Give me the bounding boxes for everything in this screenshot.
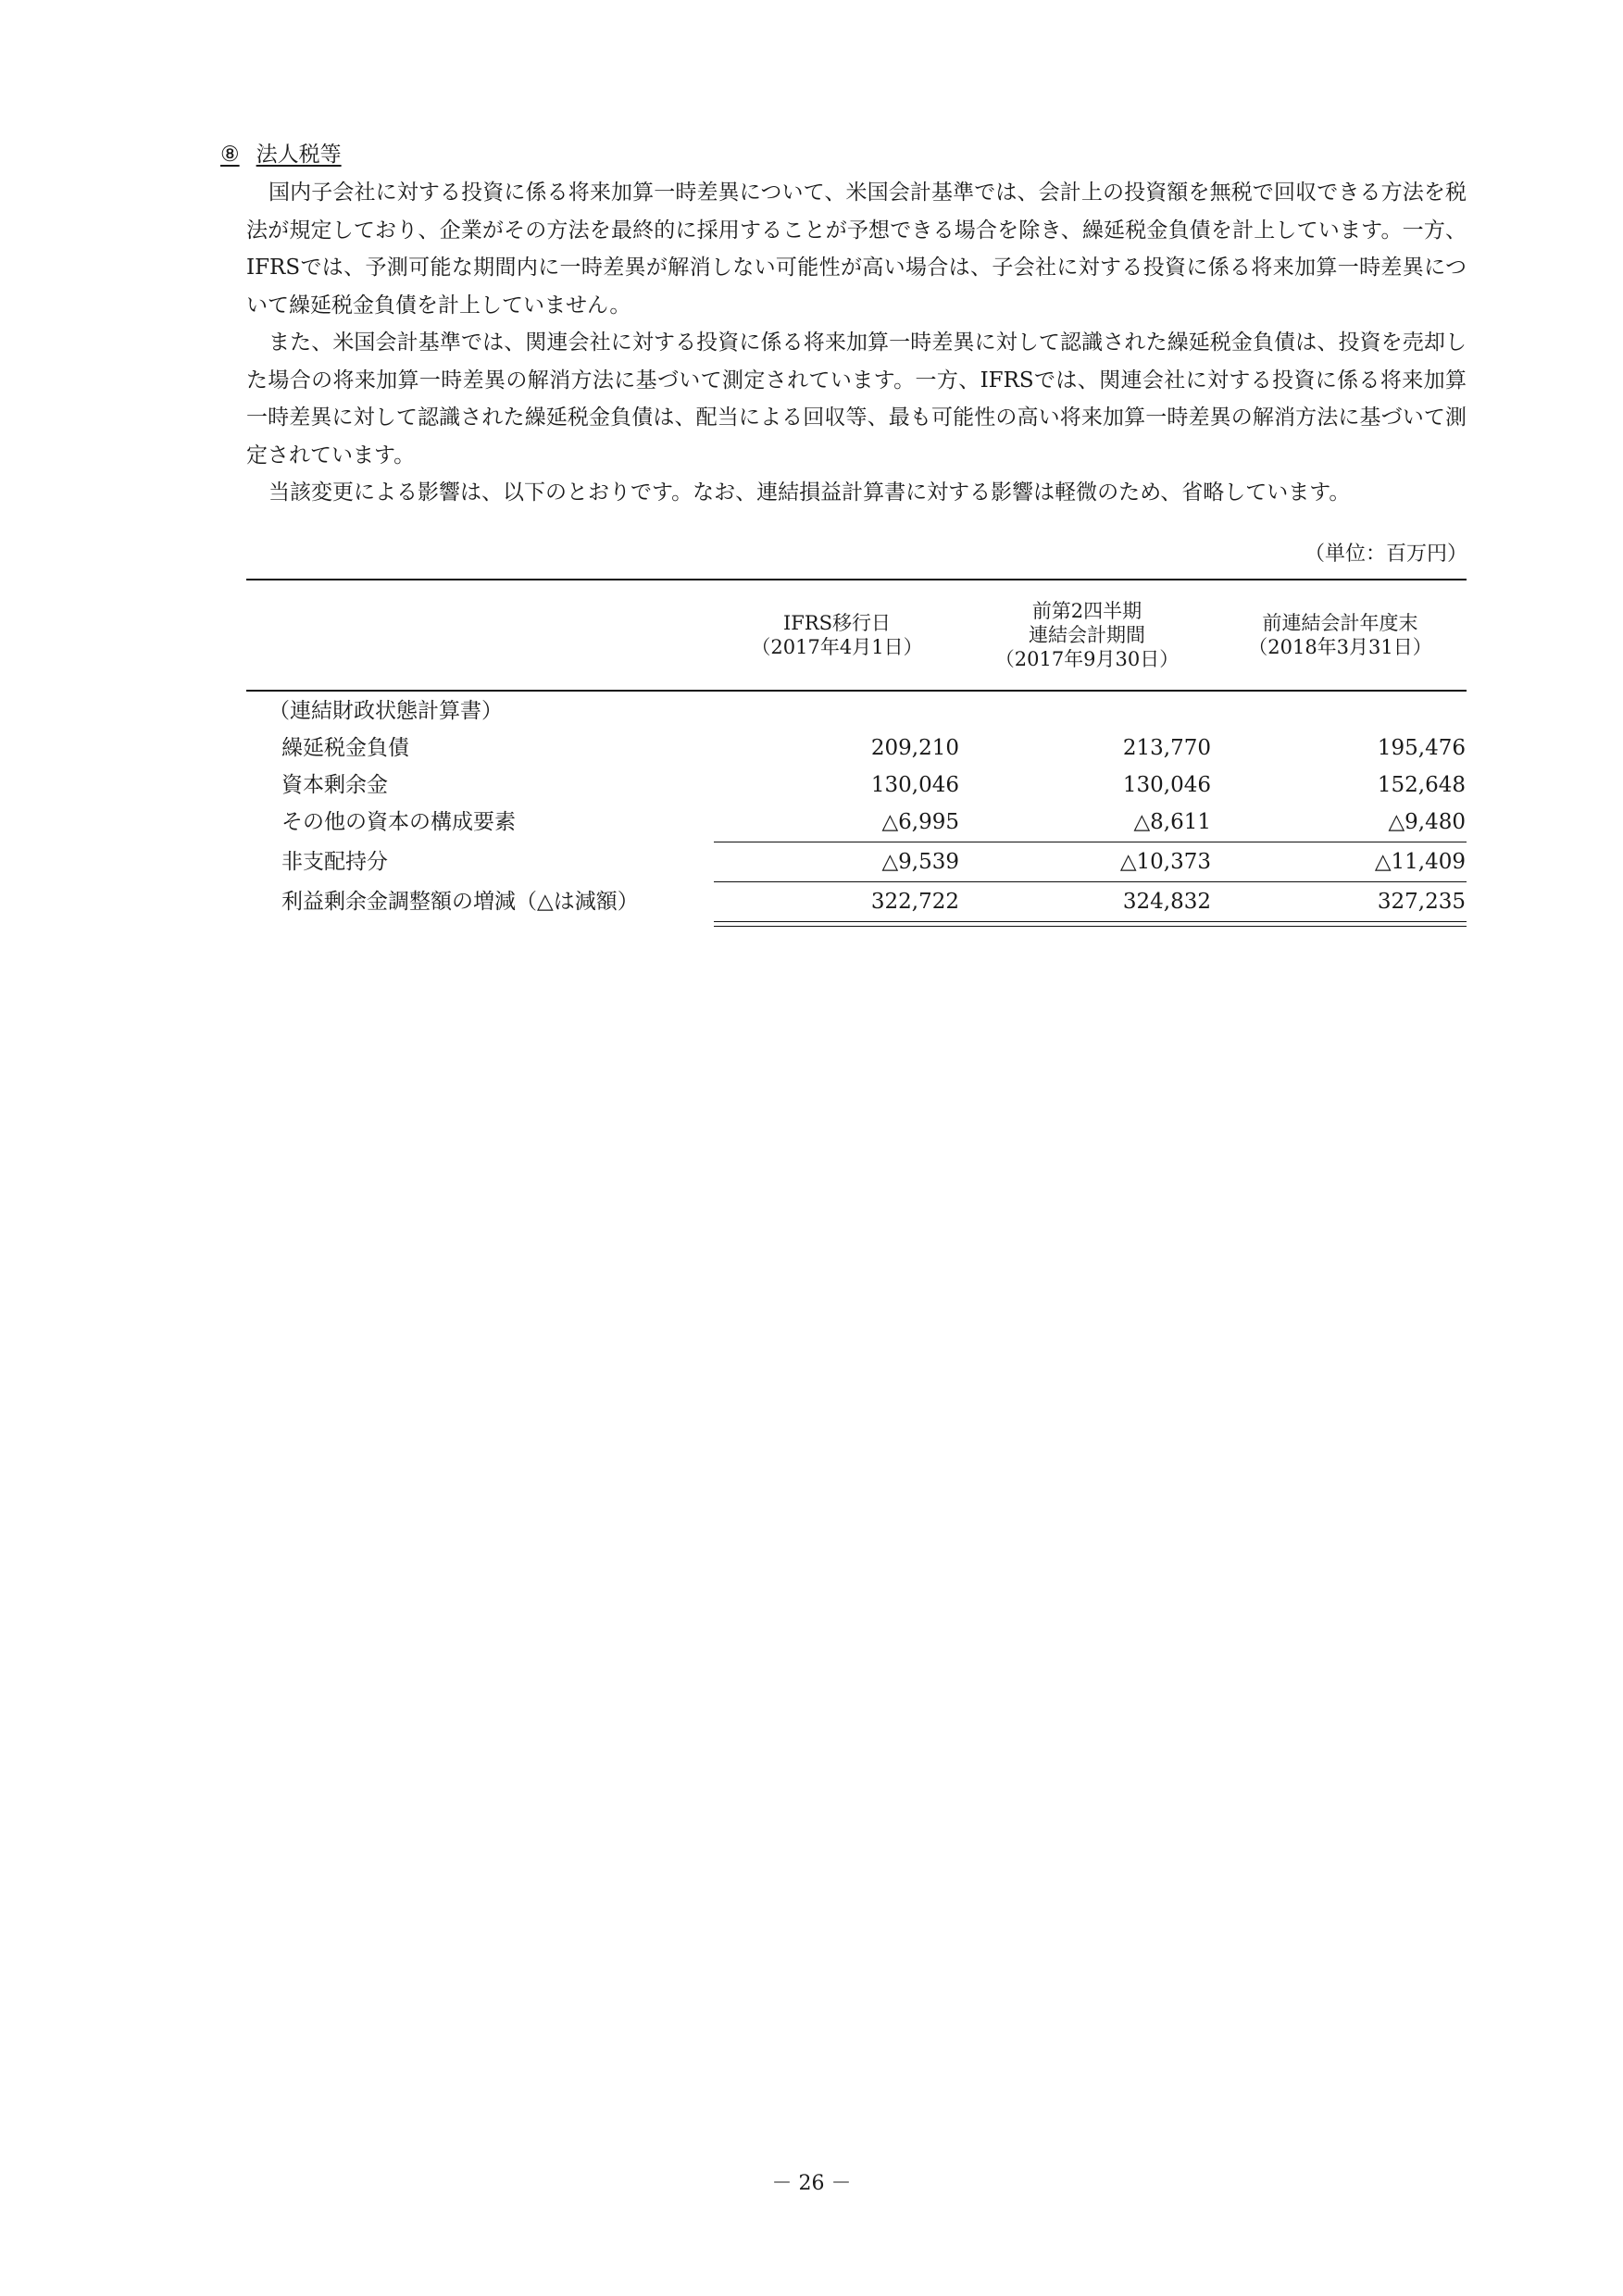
cell-value: 322,722 xyxy=(870,890,959,914)
row-label: 非支配持分 xyxy=(281,850,388,874)
column-header-line: （2017年4月1日） xyxy=(751,636,923,658)
table-row xyxy=(246,730,1467,767)
table-row xyxy=(246,843,1467,880)
cell-value: △9,539 xyxy=(881,850,959,874)
column-header-transition-date xyxy=(714,580,960,690)
row-label: 資本剰余金 xyxy=(281,773,388,797)
table-row-total xyxy=(246,883,1467,920)
paragraph-3: 当該変更による影響は、以下のとおりです。なお、連結損益計算書に対する影響は軽微のため、省略しています。 xyxy=(268,480,1351,505)
cell-value: 324,832 xyxy=(1122,890,1211,914)
table-row xyxy=(246,767,1467,804)
column-header-line: 前連結会計年度末 xyxy=(1262,612,1418,634)
section-number: ⑧ xyxy=(220,143,240,167)
cell-value: △10,373 xyxy=(1119,850,1211,874)
column-header-line: （2017年9月30日） xyxy=(994,648,1180,670)
column-header-line: （2018年3月31日） xyxy=(1248,636,1432,658)
adjustment-table xyxy=(246,579,1467,914)
column-header-line: 連結会計期間 xyxy=(1029,624,1145,646)
row-label: その他の資本の構成要素 xyxy=(281,810,516,834)
cell-value: 327,235 xyxy=(1377,890,1466,914)
column-header-line: 前第2四半期 xyxy=(1031,600,1142,622)
cell-value: △8,611 xyxy=(1133,810,1211,834)
unit-label: （単位：百万円） xyxy=(1304,543,1467,566)
paragraph-2: また、米国会計基準では、関連会社に対する投資に係る将来加算一時差異に対して認識された繰延税金負債は、投資を売却した場合の将来加算一時差異の解消方法に基づいて測定されています。一方、IFRSでは、関連会社に対する投資に係る将来加算一時差異に対して認識された繰延税金負債は、配当による回収等、最も可能性の高い将来加算一時差異の解消方法に基づいて測定されています。 xyxy=(246,331,1467,468)
table-header xyxy=(246,579,1467,692)
cell-value: 213,770 xyxy=(1122,736,1211,760)
column-header-prior-q2 xyxy=(961,580,1213,690)
cell-value: 152,648 xyxy=(1377,773,1466,797)
group-label: （連結財政状態計算書） xyxy=(268,699,503,723)
paragraph-1: 国内子会社に対する投資に係る将来加算一時差異について、米国会計基準では、会計上の投資額を無税で回収できる方法を税法が規定しており、企業がその方法を最終的に採用することが予想できる場合を除き、繰延税金負債を計上しています。一方、IFRSでは、予測可能な期間内に一時差異が解消しない可能性が高い場合は、子会社に対する投資に係る将来加算一時差異について繰延税金負債を計上していません。 xyxy=(246,181,1467,318)
row-label: 利益剰余金調整額の増減（△は減額） xyxy=(281,890,639,914)
cell-value: 130,046 xyxy=(870,773,959,797)
table-row xyxy=(246,804,1467,841)
column-header-line: IFRS移行日 xyxy=(782,612,892,634)
column-header-prior-year-end xyxy=(1214,580,1467,690)
cell-value: △11,409 xyxy=(1374,850,1466,874)
cell-value: 130,046 xyxy=(1122,773,1211,797)
cell-value: △9,480 xyxy=(1388,810,1466,834)
section-heading xyxy=(220,139,342,170)
body-text xyxy=(246,174,1467,512)
total-rule xyxy=(714,881,1467,882)
row-label: 繰延税金負債 xyxy=(281,736,409,760)
cell-value: △6,995 xyxy=(881,810,959,834)
section-title-text: 法人税等 xyxy=(256,143,342,167)
table-group-row xyxy=(246,693,1467,730)
cell-value: 195,476 xyxy=(1377,736,1466,760)
grand-total-double-rule xyxy=(714,921,1467,927)
page-number: － 26 － xyxy=(771,2172,852,2195)
cell-value: 209,210 xyxy=(870,736,959,760)
